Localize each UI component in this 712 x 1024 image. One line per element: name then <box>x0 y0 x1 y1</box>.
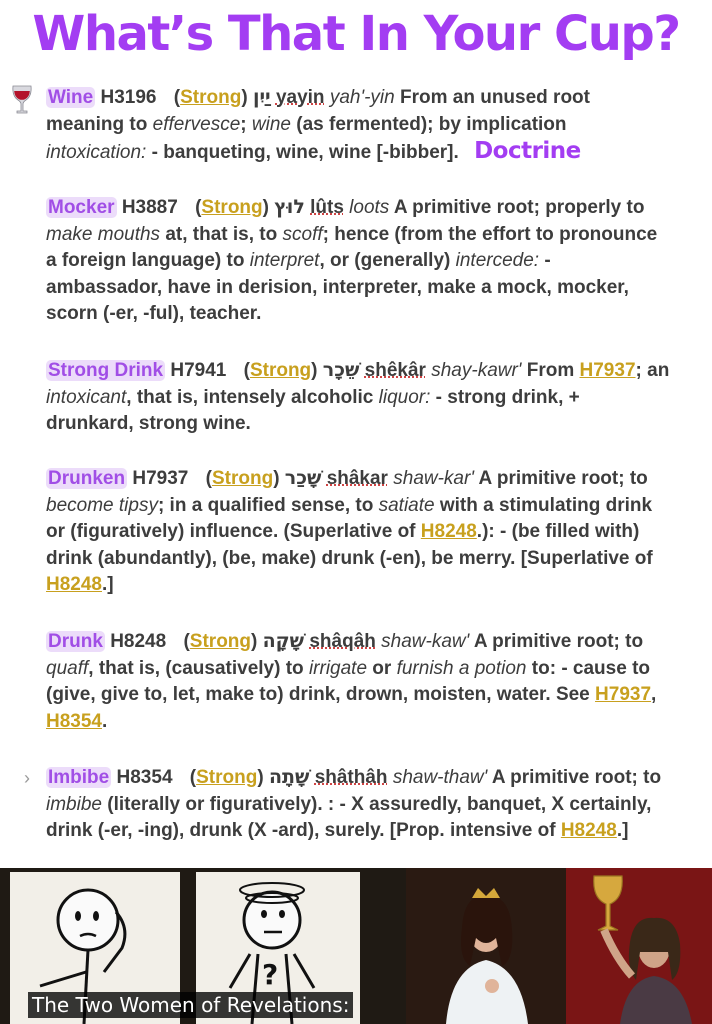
definition-text: - strong drink, + drunkard, strong wine. <box>46 386 580 434</box>
hebrew-word: שֵׁכָר <box>322 359 360 381</box>
reference-link[interactable]: H8248 <box>420 521 477 542</box>
definition-text: ; <box>240 113 252 135</box>
transliteration: shâthâh <box>314 767 388 788</box>
transliteration: shêkâr <box>364 360 426 381</box>
definition-text: .] <box>102 574 114 595</box>
reference-link[interactable]: H7937 <box>595 684 652 705</box>
definition-italic: irrigate <box>308 657 368 679</box>
definition-text: at, that is, to <box>160 223 283 245</box>
entry-code: H7941 <box>170 360 227 381</box>
entry-imbibe: Imbibe H8354 (Strong) שָׁתָה shâthâh shaw-thaw' A primitive root; to imbibe (literally or figuratively). : - X assuredly, banquet, X certainly, drink (-er, -ing), drunk (X -ard), surely. [Prop. intensive of H8248.] <box>46 766 662 841</box>
definition-italic: intercede: <box>455 250 540 271</box>
strong-link[interactable]: Strong <box>249 360 312 381</box>
expand-chevron-icon[interactable]: › <box>24 768 30 788</box>
reference-link[interactable]: H8248 <box>560 820 617 841</box>
definition-italic: intoxicant <box>46 386 127 408</box>
pronunciation: shay-kawr' <box>431 360 522 381</box>
hebrew-word: שָׁתָה <box>268 766 310 788</box>
definition-italic: make mouths <box>46 223 161 245</box>
definition-text: .] <box>616 820 629 841</box>
entry-code: H7937 <box>132 468 189 489</box>
definition-text: (as fermented); by implication <box>290 113 567 135</box>
definition-text: with a stimulating drink or (figuratively) influence. (Superlative of <box>46 494 653 542</box>
definition-text: .): - (be filled with) drink (abundantly), (be, make) drunk (-en), be merry. [Superlative of <box>46 521 653 569</box>
two-women-illustration <box>406 868 712 1024</box>
definition-text: , or (generally) <box>319 250 456 271</box>
entry-code: H8248 <box>110 631 167 652</box>
transliteration: shâqâh <box>309 631 376 652</box>
reference-link[interactable]: H7937 <box>579 360 636 381</box>
definition-italic: furnish a potion <box>396 657 527 679</box>
svg-text:?: ? <box>262 958 279 991</box>
strong-link[interactable]: Strong <box>189 631 252 652</box>
entry-word: Imbibe <box>48 767 110 788</box>
pronunciation: yah'-yin <box>329 87 395 108</box>
entry-word: Wine <box>48 87 94 108</box>
definition-italic: wine <box>251 113 291 135</box>
definition-text: - banqueting, wine, wine [-bibber]. <box>146 142 459 163</box>
definition-italic: interpret <box>249 250 320 271</box>
entry-code: H3887 <box>121 197 178 218</box>
pronunciation: shaw-kar' <box>393 468 474 489</box>
definition-text: A primitive root; properly to <box>393 197 645 218</box>
two-women-painting <box>406 868 712 1024</box>
entry-drunken: Drunken H7937 (Strong) שָׁכַר shâkar shaw-kar' A primitive root; to become tipsy; in a qualified sense, to satiate with a stimulating drink or (figuratively) influence. (Superlative of H8248.): - (be filled with) drink (abundantly), (be, make) drunk (-en), be merry. [Superlative of H8248.] <box>46 467 653 595</box>
definition-italic: effervesce <box>152 113 241 135</box>
reference-link[interactable]: H8354 <box>46 710 102 732</box>
definition-italic: satiate <box>378 494 435 516</box>
entry-strong-drink: Strong Drink H7941 (Strong) שֵׁכָר shêkâr shay-kawr' From H7937; an intoxicant, that is, intensely alcoholic liquor: - strong drink, + drunkard, strong wine. <box>46 359 670 434</box>
definition-text: A primitive root; to <box>491 767 662 788</box>
definition-text: A primitive root; to <box>478 468 648 489</box>
caption-text: The Two Women of Revelations: <box>28 992 353 1018</box>
pronunciation: loots <box>349 197 390 218</box>
transliteration: yayin <box>275 87 325 108</box>
strong-link[interactable]: Strong <box>180 87 242 108</box>
reference-link[interactable]: H8248 <box>46 574 102 595</box>
definition-text: or <box>367 657 397 679</box>
definition-text: to: - cause to (give, give to, let, make to) drink, drown, moisten, water. See <box>46 657 651 705</box>
pronunciation: shaw-kaw' <box>381 631 470 652</box>
entry-wine: Wine H3196 (Strong) יַיִן yayin yah'-yin From an unused root meaning to effervesce; wine (as fermented); by implication intoxication: - banqueting, wine, wine [-bibber]. Doctrine <box>46 86 590 164</box>
entry-word: Strong Drink <box>48 360 164 381</box>
doctrine-label: Doctrine <box>474 138 581 164</box>
definition-italic: quaff <box>46 657 89 679</box>
transliteration: shâkar <box>326 468 388 489</box>
definition-text: - ambassador, have in derision, interpreter, make a mock, mocker, scorn (-er, -ful), teacher. <box>46 250 629 324</box>
hebrew-word: יַיִן <box>252 86 271 108</box>
definition-text: , that is, (causatively) to <box>88 657 309 679</box>
definition-text: . <box>102 710 108 732</box>
transliteration: lûts <box>310 197 344 218</box>
entry-word: Drunk <box>48 631 103 652</box>
definition-italic: imbibe <box>46 793 102 815</box>
entry-word: Mocker <box>48 197 115 218</box>
definition-text: , <box>651 684 657 705</box>
definition-text: ; hence (from the effort to pronounce a foreign language) to <box>46 223 658 271</box>
pronunciation: shaw-thaw' <box>392 767 488 788</box>
strong-link[interactable]: Strong <box>211 468 274 489</box>
definition-text: ; in a qualified sense, to <box>157 494 379 516</box>
definition-italic: scoff <box>282 223 323 245</box>
definition-text: A primitive root; to <box>473 631 644 652</box>
strong-link[interactable]: Strong <box>201 197 263 218</box>
definition-italic: become tipsy <box>46 494 158 516</box>
definition-text: From <box>526 360 575 381</box>
entry-word: Drunken <box>48 468 126 489</box>
hebrew-word: שָׁקָה <box>262 630 305 652</box>
definition-text: From an unused root meaning to <box>46 87 590 135</box>
image-strip <box>0 868 712 1024</box>
strong-link[interactable]: Strong <box>196 767 258 788</box>
hebrew-word: לוּץ <box>274 196 305 218</box>
definition-text: ; an <box>635 360 670 381</box>
page-title: What’s That In Your Cup? <box>32 6 680 62</box>
entry-mocker: Mocker H3887 (Strong) לוּץ lûts loots A primitive root; properly to make mouths at, that is, to scoff; hence (from the effort to pronounce a foreign language) to interpret, or (generally) intercede: - ambassador, have in derision, interpreter, make a mock, mocker, scorn (-er, -ful), teacher. <box>46 196 658 324</box>
entry-code: H3196 <box>100 87 157 108</box>
definition-text: , that is, intensely alcoholic <box>126 386 379 408</box>
entry-drunk: Drunk H8248 (Strong) שָׁקָה shâqâh shaw-kaw' A primitive root; to quaff, that is, (causatively) to irrigate or furnish a potion to: - cause to (give, give to, let, make to) drink, drown, moisten, water. See H7937, H8354. <box>46 630 657 732</box>
wine-glass-icon <box>8 84 36 116</box>
definition-italic: intoxication: <box>46 142 147 163</box>
hebrew-word: שָׁכַר <box>284 467 322 489</box>
entry-code: H8354 <box>116 767 173 788</box>
definition-text: (literally or figuratively). : - X assuredly, banquet, X certainly, drink (-er, -ing), drunk (X -ard), surely. [Prop. intensive of <box>46 793 652 841</box>
definition-italic: liquor: <box>378 386 431 408</box>
